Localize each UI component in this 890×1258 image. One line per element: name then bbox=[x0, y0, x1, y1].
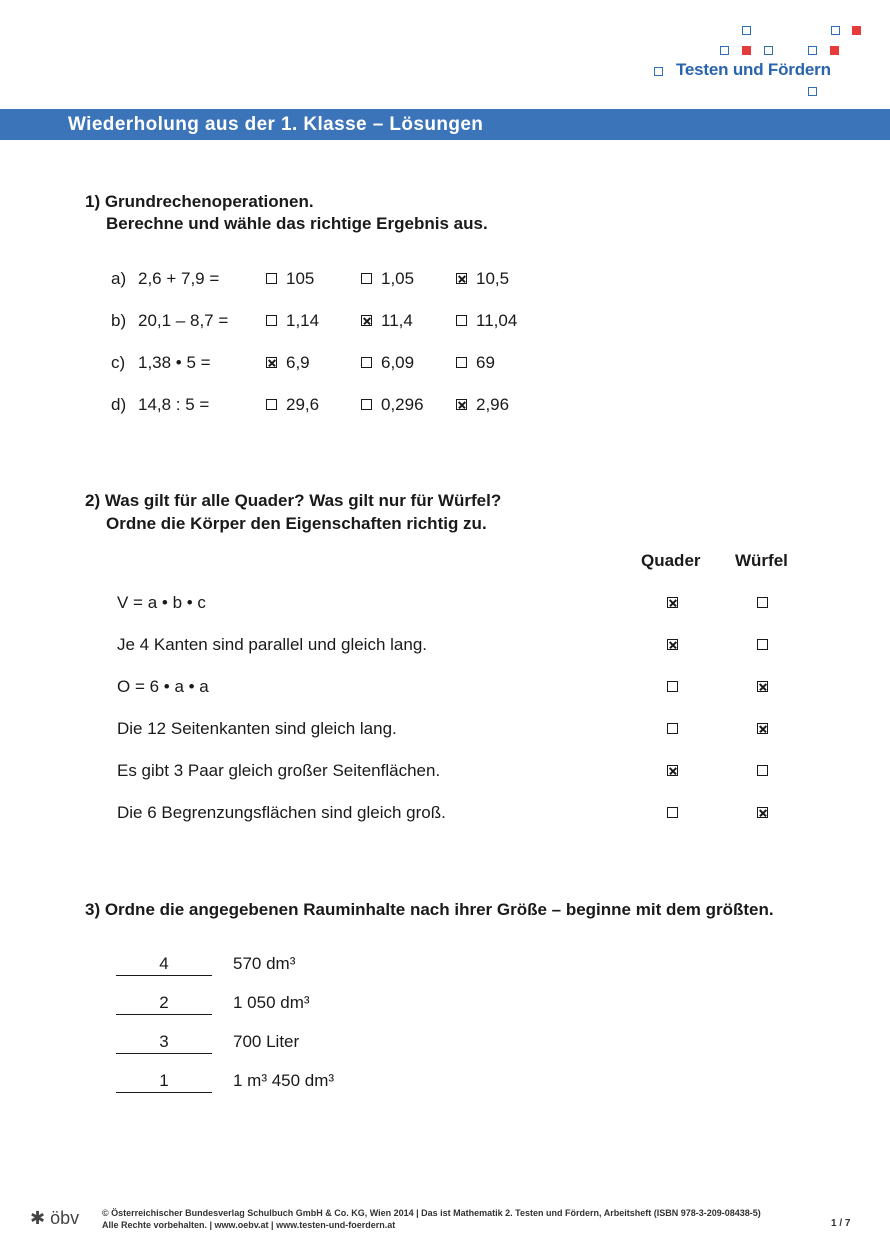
answer-checkbox[interactable] bbox=[456, 399, 467, 410]
logo-square bbox=[742, 26, 751, 35]
section-2-instruction: Ordne die Körper den Eigenschaften richtig zu. bbox=[106, 514, 487, 533]
logo-square bbox=[654, 67, 663, 76]
answer-option-text: 1,05 bbox=[381, 269, 415, 288]
property-text: Die 6 Begrenzungsflächen sind gleich groß. bbox=[117, 803, 446, 822]
answer-option-text: 10,5 bbox=[476, 269, 510, 288]
rank-answer-field[interactable]: 4 bbox=[116, 953, 212, 976]
section-1-instruction: Berechne und wähle das richtige Ergebnis aus. bbox=[106, 214, 488, 233]
wuerfel-checkbox[interactable] bbox=[757, 681, 768, 692]
answer-checkbox[interactable] bbox=[361, 399, 372, 410]
quader-checkbox[interactable] bbox=[667, 639, 678, 650]
answer-checkbox[interactable] bbox=[456, 357, 467, 368]
section-2-title: 2) Was gilt für alle Quader? Was gilt nur für Würfel? bbox=[85, 491, 502, 510]
exercise-expression: 20,1 – 8,7 = bbox=[138, 311, 229, 330]
property-text: Es gibt 3 Paar gleich großer Seitenflächen. bbox=[117, 761, 441, 780]
wuerfel-checkbox[interactable] bbox=[757, 597, 768, 608]
quader-checkbox[interactable] bbox=[667, 597, 678, 608]
wuerfel-checkbox[interactable] bbox=[757, 765, 768, 776]
column-header-quader: Quader bbox=[641, 551, 701, 570]
answer-option-text: 2,96 bbox=[476, 395, 510, 414]
exercise-label: c) bbox=[111, 353, 126, 372]
answer-option-text: 1,14 bbox=[286, 311, 320, 330]
answer-checkbox[interactable] bbox=[361, 273, 372, 284]
volume-value: 700 Liter bbox=[233, 1032, 300, 1051]
page-title: Wiederholung aus der 1. Klasse – Lösungen bbox=[68, 114, 484, 135]
rank-answer-field[interactable]: 1 bbox=[116, 1070, 212, 1093]
footer-links: Alle Rechte vorbehalten. | www.oebv.at | www.testen-und-foerdern.at bbox=[102, 1220, 396, 1230]
answer-option-text: 6,09 bbox=[381, 353, 415, 372]
answer-checkbox[interactable] bbox=[266, 273, 277, 284]
quader-checkbox[interactable] bbox=[667, 765, 678, 776]
rank-answer-field[interactable]: 3 bbox=[116, 1031, 212, 1054]
exercise-label: d) bbox=[111, 395, 127, 414]
page-number: 1 / 7 bbox=[831, 1218, 851, 1229]
answer-checkbox[interactable] bbox=[456, 315, 467, 326]
answer-option-text: 11,04 bbox=[476, 311, 518, 330]
property-text: O = 6 • a • a bbox=[117, 677, 209, 696]
quader-checkbox[interactable] bbox=[667, 681, 678, 692]
column-header-wuerfel: Würfel bbox=[735, 551, 788, 570]
logo-square bbox=[720, 46, 729, 55]
property-text: Je 4 Kanten sind parallel und gleich lang. bbox=[117, 635, 427, 654]
answer-checkbox[interactable] bbox=[456, 273, 467, 284]
logo-square bbox=[808, 87, 817, 96]
publisher-logo bbox=[30, 1208, 79, 1229]
exercise-expression: 1,38 • 5 = bbox=[138, 353, 211, 372]
answer-option-text: 69 bbox=[476, 353, 495, 372]
volume-value: 570 dm³ bbox=[233, 954, 296, 973]
section-1-title: 1) Grundrechenoperationen. bbox=[85, 192, 314, 211]
logo-square bbox=[831, 26, 840, 35]
logo-square bbox=[852, 26, 861, 35]
exercise-label: a) bbox=[111, 269, 127, 288]
volume-value: 1 050 dm³ bbox=[233, 993, 310, 1012]
quader-checkbox[interactable] bbox=[667, 723, 678, 734]
exercise-label: b) bbox=[111, 311, 127, 330]
logo-square bbox=[830, 46, 839, 55]
quader-checkbox[interactable] bbox=[667, 807, 678, 818]
answer-option-text: 11,4 bbox=[381, 311, 413, 330]
exercise-expression: 14,8 : 5 = bbox=[138, 395, 210, 414]
answer-option-text: 6,9 bbox=[286, 353, 310, 372]
logo-square bbox=[742, 46, 751, 55]
wuerfel-checkbox[interactable] bbox=[757, 639, 768, 650]
answer-checkbox[interactable] bbox=[266, 399, 277, 410]
rank-answer-field[interactable]: 2 bbox=[116, 992, 212, 1015]
logo-square bbox=[808, 46, 817, 55]
exercise-expression: 2,6 + 7,9 = bbox=[138, 269, 220, 288]
publisher-logo-text: öbv bbox=[50, 1208, 80, 1228]
answer-option-text: 29,6 bbox=[286, 395, 320, 414]
logo-square bbox=[764, 46, 773, 55]
answer-checkbox[interactable] bbox=[266, 357, 277, 368]
section-3-title: 3) Ordne die angegebenen Rauminhalte nach ihrer Größe – beginne mit dem größten. bbox=[85, 900, 774, 919]
publisher-logo-icon: ✱ bbox=[30, 1208, 46, 1228]
property-text: Die 12 Seitenkanten sind gleich lang. bbox=[117, 719, 397, 738]
logo-text: Testen und Fördern bbox=[676, 60, 831, 79]
wuerfel-checkbox[interactable] bbox=[757, 807, 768, 818]
volume-value: 1 m³ 450 dm³ bbox=[233, 1071, 335, 1090]
footer-copyright: © Österreichischer Bundesverlag Schulbuch GmbH & Co. KG, Wien 2014 | Das ist Mathematik 2. Testen und Fördern, Arbeitsheft (ISBN 978-3-209-08438-5) bbox=[102, 1208, 761, 1218]
answer-checkbox[interactable] bbox=[361, 315, 372, 326]
answer-option-text: 105 bbox=[286, 269, 315, 288]
answer-checkbox[interactable] bbox=[266, 315, 277, 326]
answer-option-text: 0,296 bbox=[381, 395, 424, 414]
wuerfel-checkbox[interactable] bbox=[757, 723, 768, 734]
answer-checkbox[interactable] bbox=[361, 357, 372, 368]
property-text: V = a • b • c bbox=[117, 593, 206, 612]
